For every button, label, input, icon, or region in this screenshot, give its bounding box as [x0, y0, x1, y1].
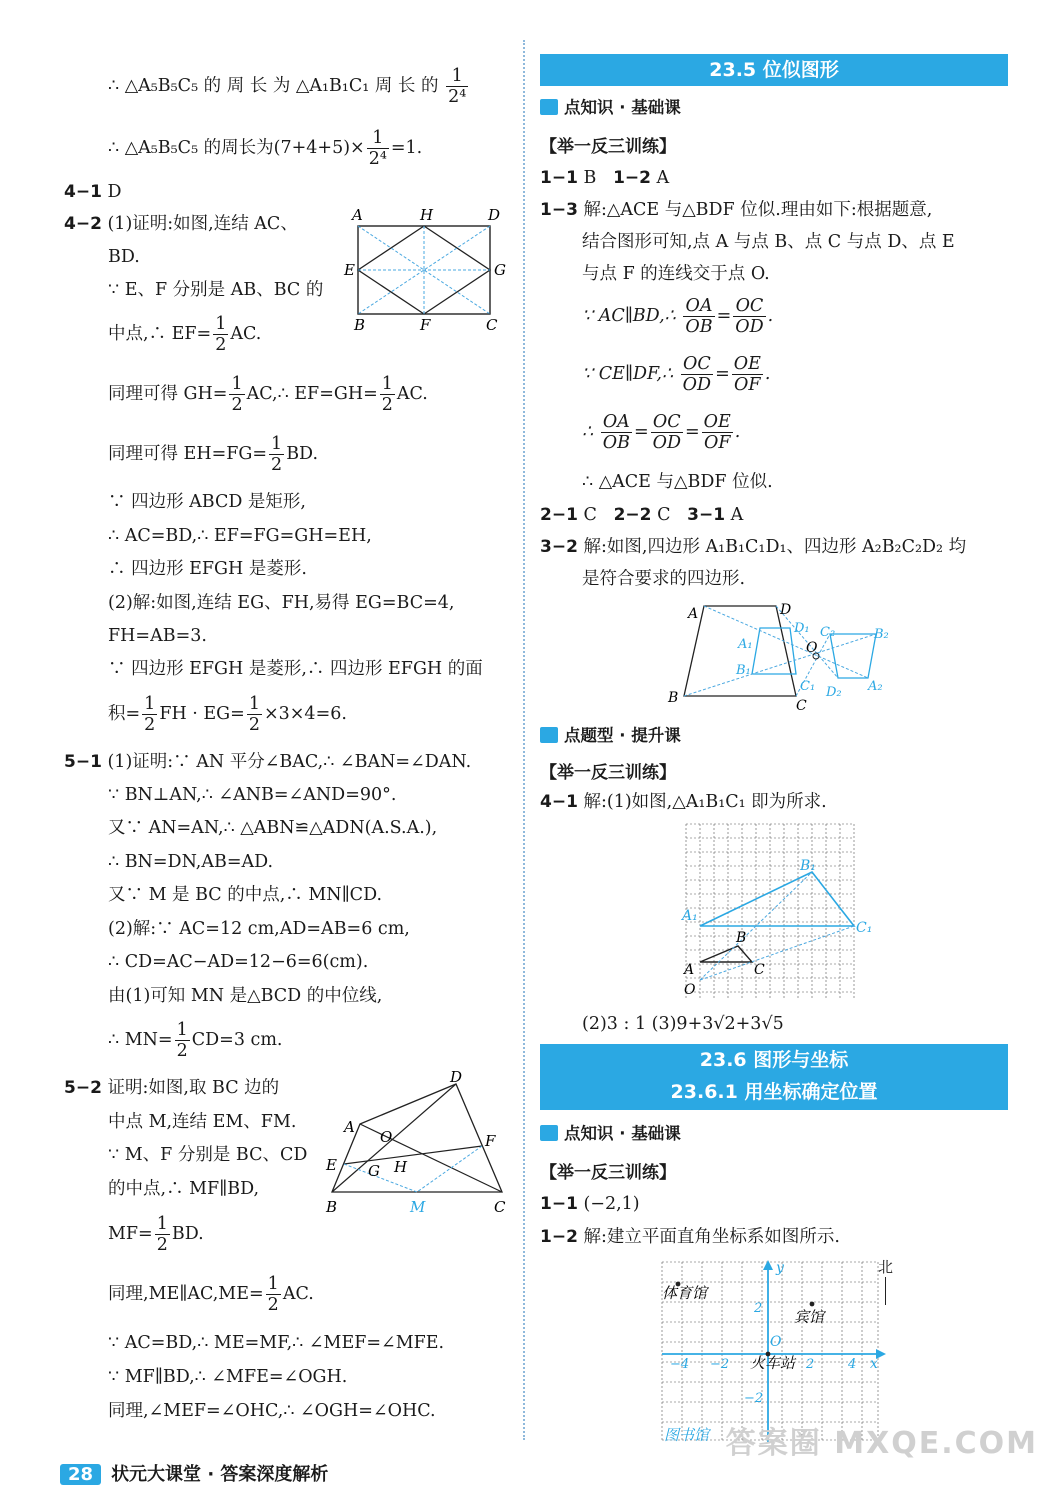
line: ∴ BN=DN,AB=AD. — [108, 852, 274, 872]
point-label: C — [486, 316, 498, 334]
point-label: B — [354, 316, 366, 334]
point-label: C — [754, 962, 765, 978]
line: ∴ △A₅B₅C₅ 的周长为(7+4+5)× $\frac{1}{\text{2⁴}}$ =1. — [108, 128, 423, 169]
answer-5-2: 5−2 证明:如图,取 BC 边的 — [64, 1078, 280, 1098]
point-label: A — [688, 606, 699, 622]
point-label: M — [410, 1198, 426, 1216]
line: (2)3 : 1 (3)9+3√2+3√5 — [582, 1014, 784, 1034]
line: ∴ △ACE 与△BDF 位似. — [582, 472, 773, 492]
page-number: 28 — [60, 1464, 101, 1485]
tick-label: 2 — [754, 1301, 763, 1316]
point-label: F — [420, 316, 431, 334]
band-line: 23.6.1 用坐标确定位置 — [670, 1081, 878, 1103]
point-label: D — [780, 602, 792, 618]
point-label: A — [352, 206, 363, 224]
line: 同理,ME∥AC,ME= $\frac{1}{2}$ AC. — [108, 1274, 314, 1315]
figure-quadrilateral — [320, 1068, 520, 1220]
watermark: 答案圈 MXQE.COM — [725, 1426, 1038, 1461]
section-heading: 点知识 · 基础课 — [540, 1120, 681, 1144]
point-label: C — [796, 698, 807, 714]
line: ∵ 四边形 ABCD 是矩形, — [108, 492, 306, 512]
line: 结合图形可知,点 A 与点 B、点 C 与点 D、点 E — [582, 232, 955, 252]
place-label: 图书馆 — [664, 1426, 710, 1444]
line: 同理可得 EH=FG= $\frac{1}{2}$ BD. — [108, 434, 319, 475]
line: ∴ △A₅B₅C₅ 的 周 长 为 △A₁B₁C₁ 周 长 的 $\frac{1}{\text{2⁴}}$ — [108, 66, 467, 107]
point-label: E — [344, 261, 355, 279]
point-label: B — [668, 690, 679, 706]
tick-label: −2 — [744, 1391, 764, 1406]
point-label: C₁ — [800, 679, 816, 694]
training-heading: 【举一反三训练】 — [540, 137, 676, 157]
line: ∴ 四边形 EFGH 是菱形. — [108, 559, 307, 579]
tick-label: 2 — [806, 1357, 815, 1372]
answer-5-1: 5−1 (1)证明:∵ AN 平分∠BAC,∴ ∠BAN=∠DAN. — [64, 752, 472, 772]
line: ∵ CE∥DF,∴ $\frac{OC}{OD}$ = $\frac{OE}{OF}$ . — [582, 354, 771, 395]
section-title-band: 23.5 位似图形 — [540, 54, 1008, 86]
page-footer — [60, 1460, 328, 1486]
line: FH=AB=3. — [108, 626, 207, 646]
point-label: G — [494, 261, 506, 279]
section-title-band — [540, 1044, 1008, 1110]
line: 与点 F 的连线交于点 O. — [582, 264, 770, 284]
point-label: B — [736, 930, 747, 946]
answer-4-1: 4−1 D — [64, 182, 122, 202]
point-label: C — [494, 1198, 506, 1216]
place-label: 体育馆 — [662, 1284, 708, 1302]
origin-label: O — [770, 1334, 782, 1350]
point-label: H — [420, 206, 434, 224]
section-heading: 点知识 · 基础课 — [540, 94, 681, 118]
line: ∵ AC=BD,∴ ME=MF,∴ ∠MEF=∠MFE. — [108, 1333, 445, 1353]
north-arrow-icon — [885, 1277, 886, 1305]
point-label: O — [684, 982, 696, 998]
section-heading: 点题型 · 提升课 — [540, 722, 681, 746]
line: 又∵ M 是 BC 的中点,∴ MN∥CD. — [108, 885, 383, 905]
answers-2-1-2-2-3-1: 2−1 C 2−2 C 3−1 A — [540, 505, 744, 525]
column-divider — [523, 40, 525, 1440]
point-label: D — [450, 1068, 463, 1086]
line: 积= $\frac{1}{2}$ FH · EG= $\frac{1}{2}$ ×3×4=6. — [108, 694, 347, 735]
line: ∵ BN⊥AN,∴ ∠ANB=∠AND=90°. — [108, 785, 397, 805]
book-icon — [540, 727, 558, 743]
line: ∵ MF∥BD,∴ ∠MFE=∠OGH. — [108, 1367, 348, 1387]
footer-title: 状元大课堂 · 答案深度解析 — [111, 1464, 329, 1485]
band-line: 23.6 图形与坐标 — [699, 1049, 849, 1071]
place-label: 宾馆 — [794, 1308, 825, 1326]
figure-grid-triangles — [680, 822, 873, 1000]
line: 同理,∠MEF=∠OHC,∴ ∠OGH=∠OHC. — [108, 1401, 436, 1421]
point-label: A₁ — [738, 637, 753, 652]
point-label: D — [488, 206, 501, 224]
point-label: A — [344, 1118, 355, 1136]
point-label: F — [485, 1132, 496, 1150]
training-heading: 【举一反三训练】 — [540, 1163, 676, 1183]
answer-1-1: 1−1 (−2,1) — [540, 1194, 640, 1214]
tick-label: 4 — [848, 1357, 857, 1372]
training-heading: 【举一反三训练】 — [540, 763, 676, 783]
line: ∴ $\frac{OA}{OB}$ = $\frac{OC}{OD}$ = $\frac{OE}{OF}$ . — [582, 412, 741, 453]
axis-label: x — [870, 1356, 878, 1372]
point-label: O — [806, 640, 818, 656]
point-label: A₁ — [682, 908, 698, 924]
line: 是符合要求的四边形. — [582, 569, 746, 589]
line: MF= $\frac{1}{2}$ BD. — [108, 1214, 204, 1255]
line: 又∵ AN=AN,∴ △ABN≌△ADN(A.S.A.), — [108, 818, 438, 838]
point-label: A₂ — [868, 679, 883, 694]
line: ∵ M、F 分别是 BC、CD — [108, 1145, 308, 1165]
point-label: B₂ — [874, 627, 889, 642]
point-label: G — [368, 1162, 380, 1180]
figure-homothety-trapezoids — [660, 598, 900, 714]
line: (2)解:∵ AC=12 cm,AD=AB=6 cm, — [108, 919, 410, 939]
answer-4-2: 4−2 (1)证明:如图,连结 AC、 — [64, 214, 298, 234]
book-icon — [540, 1125, 558, 1141]
point-label: H — [394, 1158, 408, 1176]
north-label: 北 — [878, 1258, 894, 1276]
figure-rectangle-rhombus — [340, 206, 515, 336]
tick-label: −4 — [670, 1357, 690, 1372]
line: 由(1)可知 MN 是△BCD 的中位线, — [108, 986, 383, 1006]
line: ∵ E、F 分别是 AB、BC 的 — [108, 280, 324, 300]
point-label: C₂ — [820, 625, 836, 640]
point-label: O — [380, 1128, 393, 1146]
point-label: B — [326, 1198, 338, 1216]
line: (2)解:如图,连结 EG、FH,易得 EG=BC=4, — [108, 593, 455, 613]
point-label: C₁ — [856, 920, 873, 936]
point-label: B₁ — [736, 663, 751, 678]
answers-1-1-1-2: 1−1 B 1−2 A — [540, 168, 670, 188]
line: 同理可得 GH= $\frac{1}{2}$ AC,∴ EF=GH= $\frac{1}{2}$ AC. — [108, 374, 428, 415]
point-label: B₁ — [800, 858, 816, 874]
point-label: D₁ — [794, 621, 810, 636]
book-icon — [540, 99, 558, 115]
line: ∴ MN= $\frac{1}{2}$ CD=3 cm. — [108, 1020, 283, 1061]
figure-coordinate-map — [656, 1256, 892, 1444]
answer-4-1: 4−1 解:(1)如图,△A₁B₁C₁ 即为所求. — [540, 792, 827, 812]
point-label: A — [684, 962, 695, 978]
answer-1-3: 1−3 解:△ACE 与△BDF 位似.理由如下:根据题意, — [540, 200, 933, 220]
place-label: 火车站 — [750, 1354, 796, 1372]
tick-label: −2 — [710, 1357, 730, 1372]
line: 的中点,∴ MF∥BD, — [108, 1179, 260, 1199]
line: BD. — [108, 247, 140, 267]
point-label: D₂ — [826, 685, 842, 700]
point-label: E — [326, 1156, 337, 1174]
line: 中点,∴ EF= $\frac{1}{2}$ AC. — [108, 314, 262, 355]
line: 中点 M,连结 EM、FM. — [108, 1112, 297, 1132]
north-indicator — [878, 1256, 893, 1305]
line: ∴ AC=BD,∴ EF=FG=GH=EH, — [108, 526, 372, 546]
answer-3-2: 3−2 解:如图,四边形 A₁B₁C₁D₁、四边形 A₂B₂C₂D₂ 均 — [540, 537, 967, 557]
answer-1-2: 1−2 解:建立平面直角坐标系如图所示. — [540, 1227, 840, 1247]
line: ∵ 四边形 EFGH 是菱形,∴ 四边形 EFGH 的面 — [108, 659, 483, 679]
line: ∵ AC∥BD,∴ $\frac{OA}{OB}$ = $\frac{OC}{OD}$ . — [582, 296, 774, 337]
axis-label: y — [776, 1260, 784, 1276]
line: ∴ CD=AC−AD=12−6=6(cm). — [108, 952, 369, 972]
